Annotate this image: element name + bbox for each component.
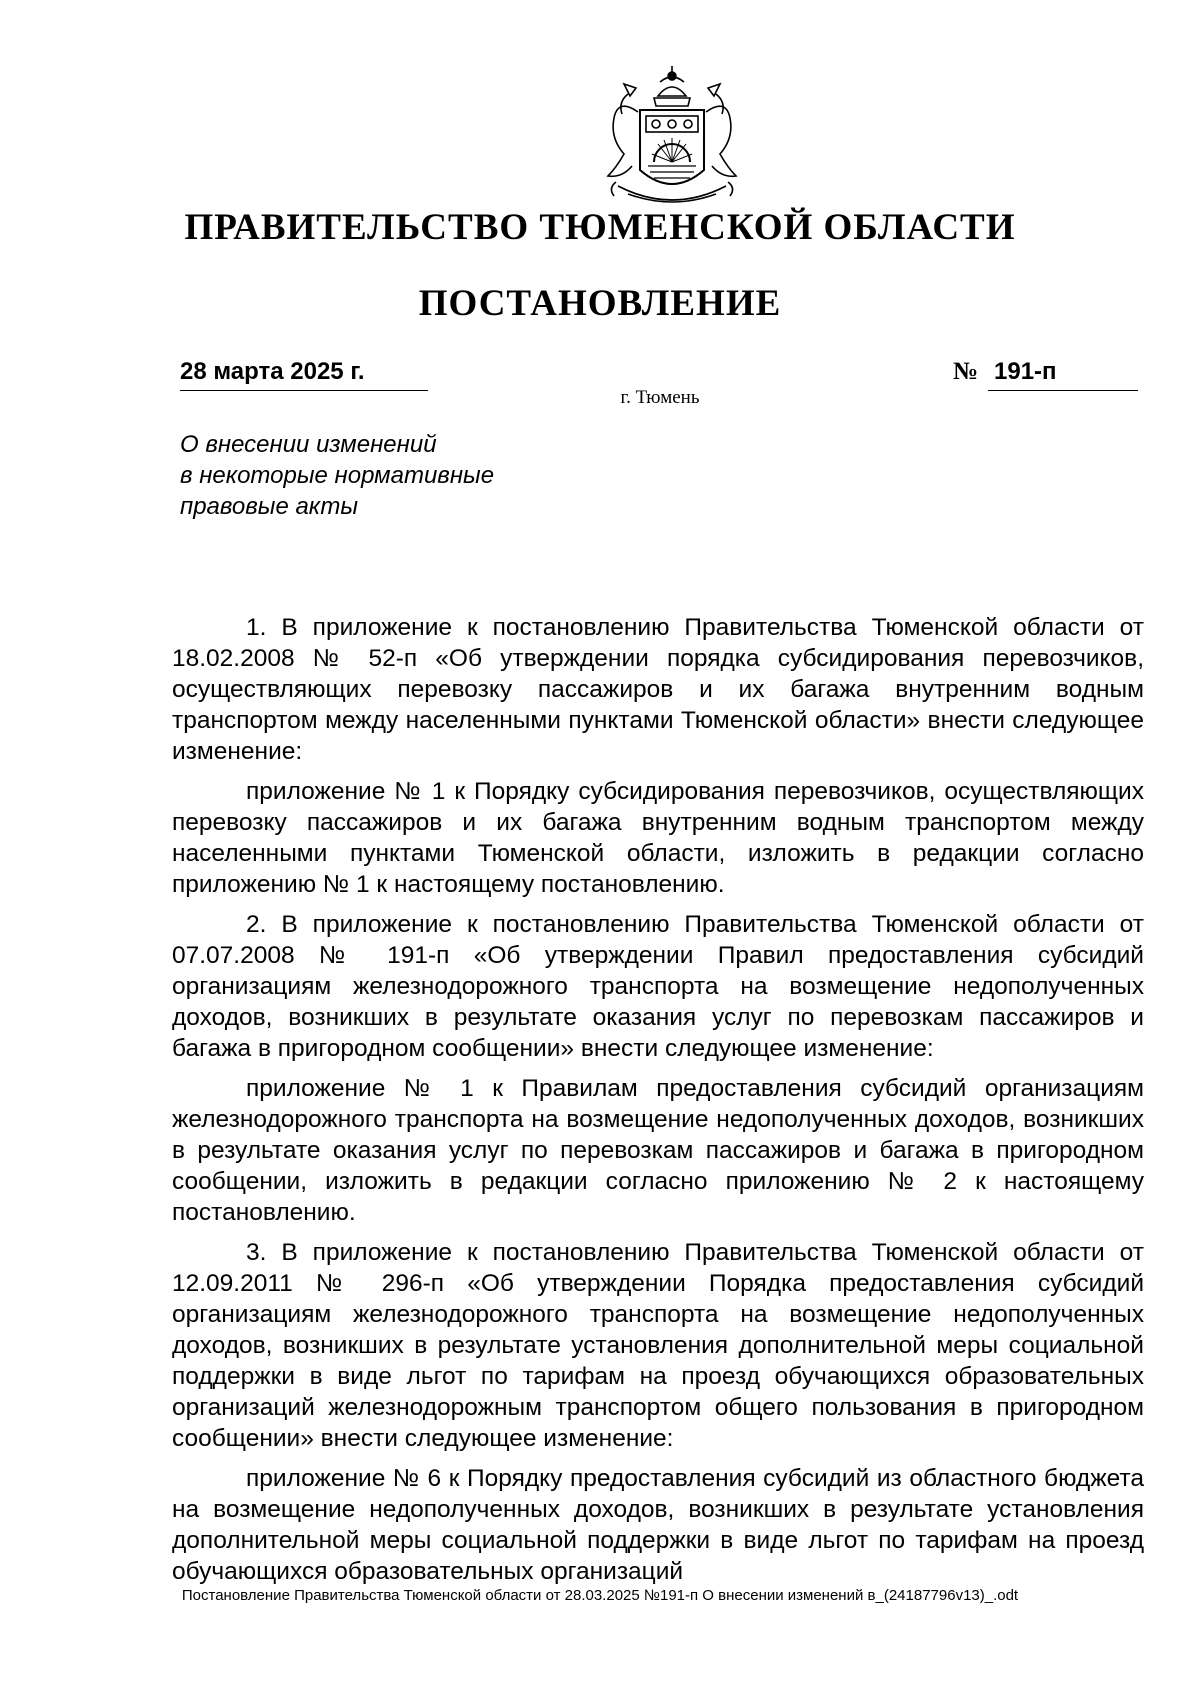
body-paragraph: 2. В приложение к постановлению Правительства Тюменской области от 07.07.2008 № 191-п «Об утверждении Правил предоставления субсидий организациям железнодорожного транспорта на возмещение недополученных доходов, возникших в результате оказания услуг по перевозкам пассажиров и багажа в пригородном сообщении» внести следующее изменение: xyxy=(172,911,1144,1062)
coat-of-arms-icon xyxy=(588,58,756,216)
document-type-title: ПОСТАНОВЛЕНИЕ xyxy=(418,283,782,324)
page-footer: Постановление Правительства Тюменской области от 28.03.2025 №191-п О внесении изменений в_(24187796v13)_.odt xyxy=(181,1587,1019,1604)
body-paragraph: 3. В приложение к постановлению Правительства Тюменской области от 12.09.2011 № 296-п «Об утверждении Порядка предоставления субсидий организациям железнодорожного транспорта на возмещение недополученных доходов, возникших в результате установления дополнительной меры социальной поддержки в виде льгот по тарифам на проезд обучающихся образовательных организаций железнодорожным транспортом общего пользования в пригородном сообщении» внести следующее изменение: xyxy=(172,1239,1144,1452)
body-paragraph: 1. В приложение к постановлению Правительства Тюменской области от 18.02.2008 № 52-п «Об утверждении порядка субсидирования перевозчиков, осуществляющих перевозку пассажиров и их багажа внутренним водным транспортом между населенными пунктами Тюменской области» внести следующее изменение: xyxy=(172,614,1144,765)
body-paragraph: приложение № 1 к Правилам предоставления субсидий организациям железнодорожного транспорта на возмещение недополученных доходов, возникших в результате оказания услуг по перевозкам пассажиров и багажа в пригородном сообщении, изложить в редакции согласно приложению № 2 к настоящему постановлению. xyxy=(172,1075,1144,1226)
city: г. Тюмень xyxy=(620,387,700,408)
subject-line: О внесении изменений xyxy=(180,431,437,458)
subject-line: правовые акты xyxy=(180,493,359,520)
document-body xyxy=(172,612,1144,1596)
body-paragraph: приложение № 6 к Порядку предоставления субсидий из областного бюджета на возмещение недополученных доходов, возникших в результате установления дополнительной меры социальной поддержки в виде льгот по тарифам на проезд обучающихся образовательных организаций xyxy=(172,1465,1144,1585)
document-date: 28 марта 2025 г. xyxy=(180,358,428,391)
organization-title: ПРАВИТЕЛЬСТВО ТЮМЕНСКОЙ ОБЛАСТИ xyxy=(184,207,1016,248)
subject-line: в некоторые нормативные xyxy=(180,462,495,489)
body-paragraph: приложение № 1 к Порядку субсидирования перевозчиков, осуществляющих перевозку пассажиров и их багажа внутренним водным транспортом между населенными пунктами Тюменской области, изложить в редакции согласно приложению № 1 к настоящему постановлению. xyxy=(172,778,1144,898)
document-number: 191-п xyxy=(988,358,1138,391)
number-label: № xyxy=(953,358,979,385)
document-subject xyxy=(180,429,600,522)
